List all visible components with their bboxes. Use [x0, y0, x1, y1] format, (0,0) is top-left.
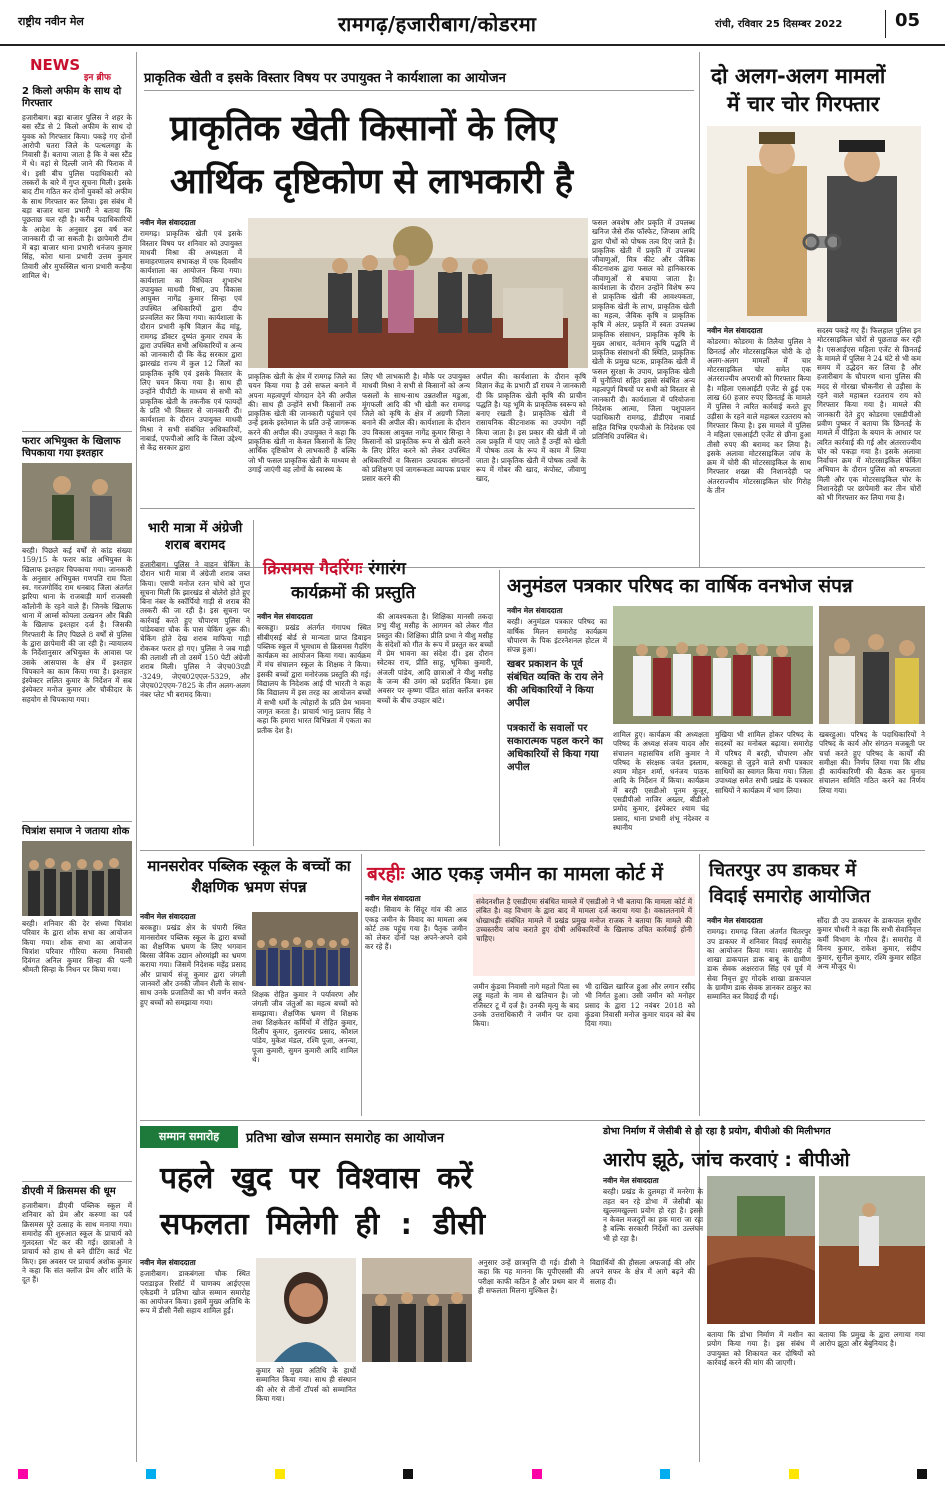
article-column: बताया कि प्रमुख के द्वारा लगाया गया आरोप झूठा और बेबुनियाद है।: [819, 1330, 925, 1349]
picnic-group-photo: [613, 606, 813, 724]
byline: नवीन मेल संवाददाता: [140, 1258, 196, 1267]
article-headline: चितरपुर उप डाकघर में: [709, 860, 857, 881]
article-photo: [362, 1258, 472, 1362]
article-photo: [819, 1176, 925, 1324]
award-ceremony-photo: [362, 1258, 472, 1362]
article-column: कुमार को मुख्य अतिथि के हाथों सम्मानित किया गया। साथ ही संस्थान की ओर से तीनों टॉपर्स को सम्मानित किया गया।: [256, 1366, 356, 1403]
masthead-section: रामगढ़/हजारीबाग/कोडरमा: [338, 12, 537, 36]
brief-headline: चित्रांश समाज ने जताया शोक: [22, 826, 130, 837]
byline: नवीन मेल संवाददाता: [707, 326, 763, 335]
color-swatch: [532, 1469, 542, 1479]
article-column: सदस्य पकड़े गए हैं। फिलहाल पुलिस इन मोटरसाइकिल चोरों से पूछताछ कर रही है। एसआईएस महिला एजेंट से छिनतई के मामले में पुलिस ने 24 घंटे से भी कम समय में उद्भेदन कर लिया है और हजारीबाग के चौपारण थाना पुलिस की मदद से गोरखा चौकनीरा से उड़ीसा के रहने वाले महाबल रउतराय राय को गिरफ्तार किया गया है। मामले की जानकारी देते हुए कोडरमा एसडीपीओ प्रवीण पुष्कर ने बताया कि छिनतई के मामले में पीड़िता के बयान के आधार पर त्वरित कार्रवाई की गई और अंतरराज्यीय चोर को पकड़ा गया है। इसके अलावा निर्वाचन क्रम में मोटरसाइकिल चेकिंग अभियान के दौरान पुलिस को सफलता मिली और एक मोटरसाइकिल चोर के निशानदेही पर छापेमारी कर तीन चोरों को भी गिरफ्तार कर लिया गया है।: [817, 326, 921, 503]
section-tag-label: सम्मान समारोह: [158, 1130, 220, 1143]
article-subhead: पत्रकारों के सवालों पर सकारात्मक पहल करने का अधिकारियों से किया गया अपील: [507, 723, 603, 773]
article-text: रामगढ़। रामगढ़ जिला अंतर्गत चितरपुर उप डाकघर में शनिवार विदाई समारोह का आयोजन किया गया। समारोह में शाखा डाकपाल डाक बाबू के ग्रामीण डाक सेवक अक्षरराज सिंह एवं पूर्व में सेवा निवृत्त हुए गोदके शाखा डाकपाल के ग्रामीण डाक सेवक ज्ञानकर ठाकुर का सम्मानित कर विदाई दी गई।: [707, 927, 811, 1002]
article-headline: मानसरोवर पब्लिक स्कूल के बच्चों का शैक्षणिक भ्रमण संपन्न: [147, 857, 351, 896]
article-column: [707, 326, 811, 561]
brief-header: [22, 52, 132, 86]
article-column: शामिल हुए। कार्यक्रम की अध्यक्षता परिषद के अध्यक्ष संजय यादव और संचालन महासचिव शशि कुमार ने परिषद के संरक्षक जयंत इस्लाम, श्याम मोहन शर्मा, धनंजय पाठक आदि के निर्देशन में किया। कार्यक्रम में बरही एसडीओ पूनम कुजूर, एसडीपीओ नाजिर अख्तर, बीडीओ प्रमोद कुमार, इंस्पेक्टर श्याम चंद्र प्रसाद, थाना प्रभारी शंभू नंदेश्वर व स्थानीय: [613, 730, 709, 832]
deputy-commissioner-photo: [256, 1258, 356, 1362]
brief-body: बरही। शनिवार की देर संध्या चित्रांश परिवार के द्वारा शोक सभा का आयोजन किया गया। शोक सभा का आयोजन चित्रांश परिवार गौरिया करमा निवासी दिवंगत अनिल कुमार सिन्हा की पत्नी श्रीमती सिन्हा के निधन पर किया गया।: [22, 919, 132, 975]
article-column: विद्यार्थियों की हौसला अफजाई की और अपने सफर के क्षेत्र में आगे बढ़ने की सलाह दी।: [590, 1258, 695, 1286]
headline-line: पहले खुद पर विश्वास करें: [160, 1161, 473, 1196]
color-swatch: [146, 1469, 156, 1479]
article-column: फसल अवशेष और प्रकृति में उपलब्ध खनिज जैसे रॉक फॉस्फेट, जिप्सम आदि द्वारा पौधों को पोषक तत्व दिए जाते हैं। प्राकृतिक खेती में प्रकृति में उपलब्ध जीवाणुओं, मित्र कीट और जैविक कीटनाशक द्वारा फसल को हानिकारक जीवाणुओं से बचाया जाता है। कार्यशाला के दौरान उन्होंने विशेष रूप से प्राकृतिक खेती की आवश्यकता, प्राकृतिक खेती के लाभ, प्राकृतिक खेती का महत्व, जैविक कृषि व प्राकृतिक कृषि में अंतर, प्रकृति में स्वतः उपलब्ध प्राकृतिक संसाधन, प्राकृतिक कृषि के मुख्य आधार, वर्तमान कृषि पद्धति में प्राकृतिक संसाधनों की स्थिति, प्राकृतिक खेती के प्रमुख घटक, प्राकृतिक खेती में फसल सुरक्षा के उपाय, प्राकृतिक खेती में चुनौतियां सहित इससे संबंधित अन्य महत्वपूर्ण विषयों पर सभी को विस्तार से जानकारी दी। कार्यशाला में परियोजना निदेशक आत्मा, जिला पशुपालन पदाधिकारी रामगढ़, डीडीएम नाबार्ड सहित विभिन्न एफपीओ के निदेशक एवं प्रतिनिधि उपस्थित थे।: [592, 218, 695, 441]
article-journalist-council-picnic: [503, 570, 925, 846]
brief-item: [22, 821, 132, 1181]
headline-rest: आठ एकड़ जमीन का मामला कोर्ट में: [411, 863, 663, 885]
article-photo: [613, 606, 813, 724]
headline-prefix: बरहीः: [367, 863, 405, 885]
article-liquor-seized: [140, 520, 250, 846]
article-column: खबरहुआ। परिषद के पदाधिकारियों ने परिषद के कार्य और संगठन मजबूती पर चर्चा करते हुए परिषद के कार्यों की समीक्षा की। निर्णय लिया गया कि शीघ्र ही कार्यकारिणी की बैठक कर चुनाव संचालन समिति गठित करने का निर्णय लिया गया।: [819, 730, 925, 795]
article-column: [365, 894, 467, 1116]
article-column: बताया कि डोभा निर्माण में मशीन का प्रयोग किया गया है। इस संबंध में उपायुक्त को शिकायत कर दोषियों को कार्रवाई करने की मांग की जाएगी।: [707, 1330, 815, 1367]
article-land-dispute: [365, 854, 695, 1116]
article-photo: [248, 218, 588, 368]
article-column: लिए भी लाभकारी है। मौके पर उपायुक्त माधवी मिश्रा ने सभी से किसानों को अन्य फसलों के साथ-साथ उन्नतशील मडुआ, मूंगफली आदि की भी खेती कर रामगढ़ जिले को कृषि के क्षेत्र में अग्रणी जिला बनाने की अपील की। कार्यशाला के दौरान उप विकास आयुक्त नागेंद्र कुमार सिन्हा ने किसानों को प्राकृतिक रूप से खेती करने के लिए प्रेरित करने को लेकर उपस्थित अधिकारियों व किसान उत्पादक संगठनों को प्रशिक्षण एवं जागरूकता व्यापक प्रचार प्रसार करने की: [362, 372, 470, 484]
person-photo: [22, 463, 132, 543]
article-kicker: डोभा निर्माण में जेसीबी से हो रहा है प्रयोग, बीपीओ की मिलीभगत: [603, 1126, 831, 1137]
brief-item: [22, 86, 132, 431]
brief-item: [22, 1181, 132, 1481]
byline: नवीन मेल संवाददाता: [140, 912, 196, 921]
article-headline: आर्थिक दृष्टिकोण से लाभकारी है: [170, 162, 573, 202]
article-photo: [252, 912, 358, 986]
article-column: सौंदा डी उप डाकघर के डाकपाल सुधीर कुमार चौधरी ने कहा कि सभी सेवानिवृत्त कर्मी विभाग के गौरव हैं। समारोह में विनय कुमार, राकेश कुमार, संदीप कुमार, सुनील कुमार, रश्मि कुमार सहित अन्य मौजूद थे।: [817, 916, 921, 972]
page-number: 05: [895, 10, 921, 31]
article-column: [140, 218, 242, 504]
brief-photo: [22, 463, 132, 543]
article-four-thieves-arrested: [703, 56, 925, 561]
article-column: शिक्षक रोहित कुमार ने पर्यावरण और जंगली जीव जंतुओं का महत्व बच्चों को समझाया। शैक्षणिक भ्रमण में शिक्षक तथा शिक्षकेतर कर्मियों में रोहित कुमार, दिलीप कुमार, दुलारचंद प्रसाद, कौशल पांडेय, मुकेश मंडल, रश्मि पूजा, अनन्या, पूजा कुमारी, सुमन कुमारी आदि शामिल थे।: [252, 990, 358, 1065]
article-column: भी दाखिल खारिज हुआ और लगान रसीद भी निर्गत हुआ। उसी जमीन को मनोहर प्रसाद के द्वारा 12 नवंबर 2018 को कुंडवा निवासी मनोज कुमार यादव को बेच दिया गया।: [585, 982, 695, 1029]
article-headline: भारी मात्रा में अंग्रेजी शराब बरामद: [147, 521, 243, 553]
brief-body: बरही। पिछले कई वर्षों से कांड संख्या 159/15 के फरार कांड अभियुक्त के खिलाफ इश्तहार चिपकाया गया। जानकारी के अनुसार अभियुक्त गणपति राम पिता स्व. गरजगोविंद राम धनबाद जिला अंतर्गत झरिया थाना के राजबाड़ी मार्ग राजबसी कॉलोनी के रहने वाले हैं। जिनके खिलाफ थाना में आर्म्स कोयला उत्खनन और बिक्री के खिलाफ इश्तहार दर्ज है। जिसकी गिरफ्तारी के लिए पिछले 8 वर्षों से पुलिस के द्वारा छापेमारी की जा रही है। न्यायालय के निर्देशानुसार अभियुक्त के आवास पर उसके आसपास के क्षेत्र में इश्तहार चिपकाने का काम किया गया है। इश्तहार इंस्पेक्टर ललित कुमार के निर्देशन में सब इंस्पेक्टर मनोज कुमार और चौकीदार के सहयोग से चिपकाया गया।: [22, 546, 132, 704]
article-headline: [263, 556, 406, 579]
brief-headline: डीएवी में क्रिसमस की धूम: [22, 1186, 116, 1197]
article-headline: [367, 860, 663, 886]
article-headline: में चार चोर गिरफ्तार: [727, 92, 880, 116]
color-swatch: [403, 1469, 413, 1479]
brief-photo: [22, 841, 132, 916]
article-natural-farming: [140, 52, 695, 504]
article-text: बरकड्डा। प्रखंड अंतर्गत गंगापथ स्थित सीबीएसई बोर्ड से मान्यता प्राप्त डिवाइन पब्लिक स्कूल में भूमधाम से क्रिसमस गैदरिंग कार्यक्रम का आयोजन किया गया। कार्यक्रम में मंच संचालन स्कूल के शिक्षक ने किया। इसकी बच्चों द्वारा मनोरंजक प्रस्तुति की गई। विद्यालय के निदेशक आई पी भारती ने कहा कि विद्यालय में इस तरह का आयोजन बच्चों में सभी धर्मों के त्योहारों के प्रति प्रेम भावना जागृत करता है। प्राचार्य भानु प्रताप सिंह ने कहा कि हमारा भारत विभिन्नता में एकता का प्रतीक देश है।: [257, 623, 371, 735]
byline: नवीन मेल संवाददाता: [707, 916, 763, 925]
headline-line: सफलता मिलेगी ही : डीसी: [160, 1207, 486, 1242]
workshop-photo: [248, 218, 588, 368]
article-headline: प्राकृतिक खेती किसानों के लिए: [170, 109, 557, 149]
article-column: [140, 1258, 250, 1462]
masthead: [0, 0, 945, 46]
news-in-brief-column: [22, 52, 132, 1462]
article-illustration: [707, 126, 921, 322]
article-christmas-gathering: [257, 510, 497, 846]
article-column: [603, 1176, 703, 1462]
article-column: की आवश्यकता है। शिक्षिका मानसी तकदा प्रभु यीशु मसीह के आगमन को लेकर गीत प्रस्तुत की। शिक्षिका प्रीति प्रभा ने यीशु मसीह के संदेशों को गीत के रूप में प्रस्तुत कर बच्चों में प्रेम भावना का संदेश दी। इस दौरान स्वेटका राय, प्रीति साहू, भूमिका कुमारी, अंजली पांडेय, आदि छात्राओं ने यीशु मसीह के जन्म की उमंग को प्रदर्शित किया। इस अवसर पर कृष्णा पंडित सांता क्लॉज बनकर बच्चों के बीच उपहार बांटे।: [377, 612, 493, 705]
masthead-dateline: रांची, रविवार 25 दिसम्बर 2022: [715, 19, 843, 30]
brief-subtitle: इन ब्रीफ: [84, 73, 111, 83]
article-text: हजारीबाग। पुलिस ने वाहन चेकिंग के दौरान भारी मात्रा में अंग्रेजी शराब जब्त किया। एसपी मनोज रतन चोथे को गुप्त सूचना मिली कि झारखंड से बोलेरो होते हुए बिना नंबर के स्कॉर्पियो गाड़ी से शराब की तस्करी की जा रही है। इस सूचना पर कार्रवाई करते हुए चौपारण पुलिस ने पांडेयबारा चौक के पास चेकिंग शुरू की। चेकिंग होते देख शराब माफिया गाड़ी रोककर फरार हो गए। पुलिस ने जब गाड़ी की तलाशी ली तो उसमें 150 पेटी अंग्रेजी शराब मिली। पुलिस ने जेएच03एडी -3249, जेएच02एएल-5329, और जेएच02एएम-7825 के तीन अलग-अलग नंबर प्लेट भी बरामद किया।: [140, 560, 250, 700]
print-color-bar: [0, 1466, 945, 1484]
brief-title: NEWS: [30, 56, 81, 74]
color-swatch: [660, 1469, 670, 1479]
article-headline: आरोप झूठे, जांच करवाएं : बीपीओ: [603, 1149, 850, 1171]
article-column: [507, 606, 607, 655]
excavated-field-photo: [819, 1176, 925, 1324]
article-photo: [256, 1258, 356, 1362]
byline: नवीन मेल संवाददाता: [365, 894, 421, 903]
article-text: रामगढ़। प्राकृतिक खेती एवं इसके विस्तार विषय पर शनिवार को उपायुक्त माधवी मिश्रा की अध्यक्षता में समाहरणालय सभाकक्ष में एक दिवसीय कार्यशाला का आयोजन किया गया। कार्यशाला का विधिवत शुभारंभ उपायुक्त माधवी मिश्रा, उप विकास आयुक्त नागेंद्र कुमार सिन्हा एवं उपस्थित अधिकारियों द्वारा दीप प्रज्वलित कर किया गया। कार्यशाला के दौरान प्रभारी कृषि विज्ञान केंद्र मांडू, रामगढ़ डॉक्टर दुष्यंत कुमार राघव के द्वारा उपस्थित सभी अधिकारियों व अन्य को जानकारी दी कि केंद्र सरकार द्वारा झारखंड राज्य में कुल 12 जिलों का प्राकृतिक कृषि एवं इसके विस्तार के लिए चयन किया गया है। साथ ही उन्होंने पीपीटी के माध्यम से सभी को प्राकृतिक खेती के तकनीक एवं फायदों के प्रति भी विस्तार से जानकारी दी। कार्यशाला के दौरान उपायुक्त माधवी मिश्रा ने सभी संबंधित अधिकारियों, नाबार्ड, एफपीओ आदि के जिला उद्देश्य से केंद्र सरकार द्वारा: [140, 229, 242, 453]
article-text: कोडरमा। कोडरमा के तिलैया पुलिस ने छिनतई और मोटरसाइकिल चोरी के दो अलग-अलग मामलों में चार मोटरसाइकिल चोर समेत एक अंतरराज्यीय अपराधी को गिरफ्तार किया है। महिला एसआईटी एजेंट से हुई एक लाख 60 हजार रुपए छिनतई के मामले में पुलिस ने त्वरित कार्रवाई करते हुए उड़ीसा के रहने वाले महाबल रउतराय को गिरफ्तार किया है। इस मामले में पुलिस ने महिला एसआईटी एजेंट से छीना हुआ तीसौ रुपए की बरामद कर लिया है। इसके अलावा मोटरसाइकिल जांच के क्रम में चोरी की मोटरसाइकिल के साथ गिरफ्तार शख्स की निशानदेही पर अंतरराज्यीय मोटरसाइकिल चोर गिरोह के तीन: [707, 337, 811, 496]
article-headline: [160, 1156, 485, 1248]
article-school-educational-tour: [140, 854, 358, 1116]
article-kicker: प्रतिभा खोज सम्मान समारोह का आयोजन: [246, 1131, 444, 1146]
color-swatch: [789, 1469, 799, 1479]
article-column: अनुसार उन्हें छात्रवृत्ति दी गई। डीसी ने कहा कि यह मानना कि यूपीएससी की परीक्षा काफी कठिन है और प्रथम बार में ही सफलता मिलना मुश्किल है।: [478, 1258, 584, 1295]
article-headline: कार्यक्रमों की प्रस्तुति: [291, 583, 416, 603]
pond-excavation-photo: [707, 1176, 815, 1324]
article-column: जमीन कुंडवा निवासी नागे महतो पिता स्व लड्डू महतो के नाम से खतियान है। जो रजिस्टर टू में दर्ज है। उनकी मृत्यु के बाद उनके उत्तराधिकारी ने जमीन पर दावा किया।: [473, 982, 579, 1029]
article-column: [707, 916, 811, 1116]
article-column: मुखिया भी शामिल होकर परिषद के सदस्यों का मनोबल बढ़ाया। समारोह में परिषद में बरही, चौपारण और बरकट्ठा से जुड़ने वाले सभी पत्रकार साथियों का स्वागत किया गया। जिला उपाध्यक्ष समेत सभी प्रखंड के पत्रकार साथियों ने कार्यक्रम में भाग लिया।: [715, 730, 813, 795]
brief-item: [22, 431, 132, 821]
article-text: बरही। प्रखंड के दुलमहा में मनरेगा के तहत बन रहे डोभा में जेसीबी का खुल्लमखुल्ला प्रयोग हो रहा है। इससे न केवल मजदूरों का हक मारा जा रहा है बल्कि सरकारी निर्देशों का उल्लंघन भी हो रहा है।: [603, 1187, 703, 1243]
brief-body: हजारीबाग। बड़ा बाजार पुलिस ने शहर के बस स्टैंड से 2 किलो अफीम के साथ दो युवक को गिरफ्तार किया। पकड़े गए दोनों आरोपी चतरा जिले के पत्थलगड्डा के निवासी हैं। बताया जाता है कि वे बस स्टैंड में थे। वहां से दिल्ली जाने की फिराक में थे। इसी बीच पुलिस पदाधिकारी को तस्करों के बारे में गुप्त सूचना मिली। इसके बाद टीम गठित कर दोनों युवकों को अफीम के साथ गिरफ्तार कर लिया। इस संबंध में बड़ा बाजार थाना प्रभारी ने बताया कि पूछताछ चल रही है। करीब पदाधिकारियों के आदेश के अनुसार इस वर्ष कर जानकारी दी जा सकती है। छापेमारी टीम में बड़ा बाजार थाना प्रभारी धनंजय कुमार सिंह, कोरा थाना प्रभारी उत्तम कुमार तिवारी और मुफस्सिल थाना प्रभारी कन्हैया शामिल थे।: [22, 113, 132, 281]
brief-body: हजारीबाग। डीएवी पब्लिक स्कूल में शनिवार को प्रेम और करुणा का पर्व क्रिसमस पूरे उत्साह के साथ मनाया गया। समारोह की शुरुआत स्कूल के प्राचार्य को गुलदस्ता भेंट कर की गई। छात्राओं ने प्राचार्य को हाथ से बने ग्रीटिंग कार्ड भेंट किए। इस अवसर पर प्राचार्य अशोक कुमार ने कहा कि संत क्लॉज प्रेम और शांति के दूत हैं।: [22, 1201, 132, 1285]
article-text: बरही। सिवाय के सिंदूर गांव की आठ एकड़ जमीन के विवाद का मामला अब कोर्ट तक पहुंच गया है। पैतृक जमीन को लेकर दोनों पक्ष अपने-अपने दावे कर रहे हैं।: [365, 905, 467, 952]
article-column: प्राकृतिक खेती के क्षेत्र में रामगढ़ जिले का चयन किया गया है उसे सफल बनाने में अपना महत्वपूर्ण योगदान देने की अपील की। साथ ही उन्होंने सभी किसानों तक प्राकृतिक खेती की जानकारी पहुंचाने एवं उन्हें इसके इस्तेमाल के प्रति उन्हें जागरूक करने की अपील की। उपायुक्त ने कहा कि प्राकृतिक खेती ना केवल किसानों के लिए आर्थिक दृष्टिकोण से लाभकारी है बल्कि जो भी फसल प्राकृतिक खेती के माध्यम से उगाई जाएंगी वह लोगों के स्वास्थ्य के: [248, 372, 356, 474]
section-tag: [140, 1126, 238, 1148]
color-swatch: [917, 1469, 927, 1479]
color-swatch: [18, 1469, 28, 1479]
byline: नवीन मेल संवाददाता: [603, 1176, 659, 1185]
byline: नवीन मेल संवाददाता: [257, 612, 313, 621]
group-photo: [22, 841, 132, 916]
article-text: हजारीबाग। डाकबंगला चौक स्थित पराडाइज रिसॉर्ट में चाणक्य आईएएस एकेडमी ने प्रतिभा खोज सम्मान समारोह का आयोजन किया। इसमें मुख्य अतिथि के रूप में डीसी नैंसी सहाय शामिल हुईं।: [140, 1269, 250, 1316]
article-text: बरकड्डा। प्रखंड क्षेत्र के चंपारी स्थित मानसरोवर पब्लिक स्कूल के द्वारा बच्चों का शैक्षणिक भ्रमण के लिए भगवान बिरसा जैविक उद्यान ओरमांझी का भ्रमण कराया गया। जिसमें निदेशक महेंद्र प्रसाद और प्राचार्य संजू कुमार द्वारा जंगली जानवरों और उनकी जीवन शैली के साथ-साथ उनके प्रजातियों का भी वर्णन करते हुए बच्चों को समझाया गया।: [140, 923, 246, 1007]
headline-rest: रंगारंग: [368, 559, 406, 579]
article-infobox: संवेदनशील है एसडीएमः संबंधित मामले में एसडीओ ने भी बताया कि मामला कोर्ट में लंबित है। वह विभाग के द्वारा बाद में मामला दर्ज कराया गया है। वकालतनामे में धोखाधड़ीः संबंधित मामले में प्रखंड प्रमुख मनोज राजक ने बताया कि मामले की उच्चस्तरीय जांच कराते हुए दोषी अधिकारियों के खिलाफ उचित कार्रवाई होनी चाहिए।: [473, 894, 695, 976]
article-column: अपील की। कार्यशाला के दौरान कृषि विज्ञान केंद्र के प्रभारी डॉ राघव ने जानकारी दी कि प्राकृतिक खेती कृषि की प्राचीन पद्धति है। यह भूमि के प्राकृतिक स्वरूप को बनाए रखती है। प्राकृतिक खेती में रासायनिक कीटनाशक का उपयोग नहीं किया जाता है। इस प्रकार की खेती में जो तत्व प्रकृति में पाए जाते हैं उन्हीं को खेती में पोषक तत्व के रूप में काम में लिया जाता है। प्राकृतिक खेती में पोषक तत्वों के रूप में गोबर की खाद, कंपोस्ट, जीवाणु खाद,: [476, 372, 586, 484]
felicitation-photo: [819, 606, 925, 724]
article-text: बरही। अनुमंडल पत्रकार परिषद का वार्षिक मिलन समारोह कार्यक्रम चौपारण के पिक इंटरनेशनल होटल में संपन्न हुआ।: [507, 617, 607, 655]
article-headline: दो अलग-अलग मामलों: [711, 64, 886, 88]
article-kicker: प्राकृतिक खेती व इसके विस्तार विषय पर उपायुक्त ने कार्यशाला का आयोजन: [144, 68, 694, 91]
headline-prefix: क्रिसमस गैदरिंगः: [263, 559, 363, 579]
byline: नवीन मेल संवाददाता: [140, 218, 196, 227]
article-column: [257, 612, 371, 846]
article-headline: विदाई समारोह आयोजित: [709, 886, 871, 907]
article-farewell-ceremony: [703, 854, 925, 1116]
students-photo: [252, 912, 358, 986]
brief-headline: फरार अभियुक्त के खिलाफ चिपकाया गया इश्तहार: [22, 436, 121, 459]
article-headline: अनुमंडल पत्रकार परिषद का वार्षिक वनभोज संपन्न: [507, 575, 853, 597]
masthead-logo: राष्ट्रीय नवीन मेल: [18, 15, 84, 28]
article-subhead: खबर प्रकाशन के पूर्व संबंधित व्यक्ति के राय लेने की अधिकारियों ने किया अपील: [507, 659, 604, 709]
article-photo: [707, 1176, 815, 1324]
article-photo: [819, 606, 925, 724]
article-column: [140, 912, 246, 1116]
byline: नवीन मेल संवाददाता: [507, 606, 563, 615]
brief-headline: 2 किलो अफीम के साथ दो गिरफ्तार: [22, 86, 122, 109]
handcuffed-thief-illustration: [707, 126, 921, 322]
color-swatch: [275, 1469, 285, 1479]
